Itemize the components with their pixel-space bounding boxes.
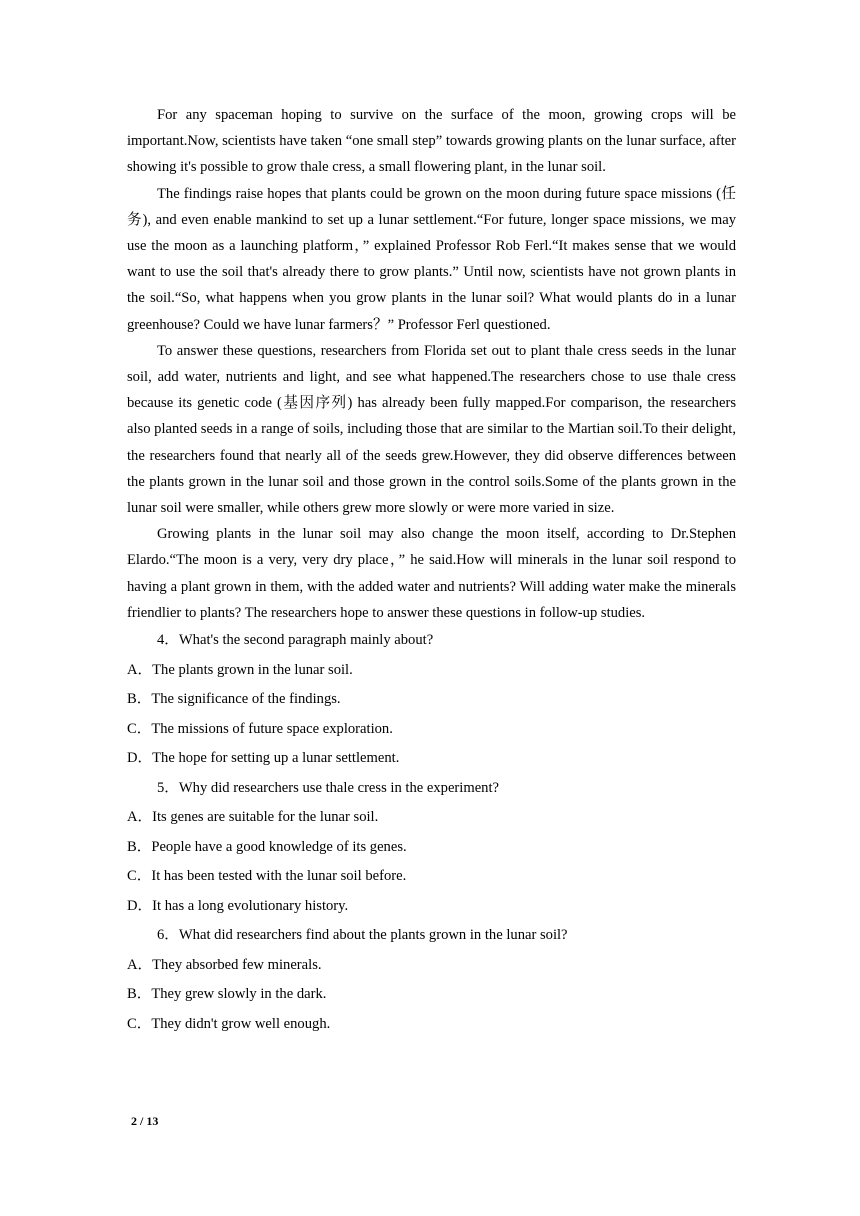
- option-d: D．The hope for setting up a lunar settlement.: [127, 750, 400, 767]
- page-content: [127, 102, 736, 1039]
- passage-paragraph-3: To answer these questions, researchers from Florida set out to plant thale cress seeds in the lunar soil, add water, nutrients and light, and see what happened.The researchers chose to use thale cress because its genetic code (基因序列) has already been fully mapped.For comparison, the researchers also planted seeds in a range of soils, including those that are similar to the Martian soil.To their delight, the researchers found that nearly all of the seeds grew.However, they did observe differences between the plants grown in the lunar soil and those grown in the control soils.Some of the plants grown in the lunar soil were smaller, while others grew more slowly or were more varied in size.: [127, 342, 736, 517]
- question-stem: 6．What did researchers find about the plants grown in the lunar soil?: [157, 927, 568, 944]
- option-a: A．They absorbed few minerals.: [127, 956, 322, 973]
- option-d: D．It has a long evolutionary history.: [127, 897, 349, 914]
- passage-paragraph-1: For any spaceman hoping to survive on the surface of the moon, growing crops will be important.Now, scientists have taken “one small step” towards growing plants on the lunar surface, after showing it's possible to grow thale cress, a small flowering plant, in the lunar soil.: [127, 107, 736, 176]
- option-c: C．The missions of future space exploration.: [127, 720, 393, 737]
- option-a: A．Its genes are suitable for the lunar soil.: [127, 809, 379, 826]
- question-stem: 5．Why did researchers use thale cress in the experiment?: [157, 779, 500, 796]
- option-c: C．It has been tested with the lunar soil before.: [127, 868, 407, 885]
- question-5: [127, 774, 736, 922]
- option-b: B．People have a good knowledge of its genes.: [127, 838, 407, 855]
- page-number: 2 / 13: [131, 1114, 159, 1128]
- option-a: A．The plants grown in the lunar soil.: [127, 661, 353, 678]
- question-stem: 4．What's the second paragraph mainly about?: [157, 632, 434, 649]
- question-4: [127, 626, 736, 774]
- passage-paragraph-4: Growing plants in the lunar soil may also change the moon itself, according to Dr.Stephen Elardo.“The moon is a very, very dry place，” he said.How will minerals in the lunar soil respond to having a plant grown in them, with the added water and nutrients? Will adding water make the minerals friendlier to plants? The researchers hope to answer these questions in follow-up studies.: [127, 526, 736, 621]
- question-6: [127, 921, 736, 1039]
- option-b: B．They grew slowly in the dark.: [127, 986, 327, 1003]
- option-b: B．The significance of the findings.: [127, 691, 341, 708]
- option-c: C．They didn't grow well enough.: [127, 1015, 331, 1032]
- passage-paragraph-2: The findings raise hopes that plants could be grown on the moon during future space missions (任务), and even enable mankind to set up a lunar settlement.“For future, longer space missions, we may use the moon as a launching platform，” explained Professor Rob Ferl.“It makes sense that we would want to use the soil that's already there to grow plants.” Until now, scientists have not grown plants in the soil.“So, what happens when you grow plants in the lunar soil? What would plants do in a lunar greenhouse? Could we have lunar farmers？” Professor Ferl questioned.: [127, 185, 736, 333]
